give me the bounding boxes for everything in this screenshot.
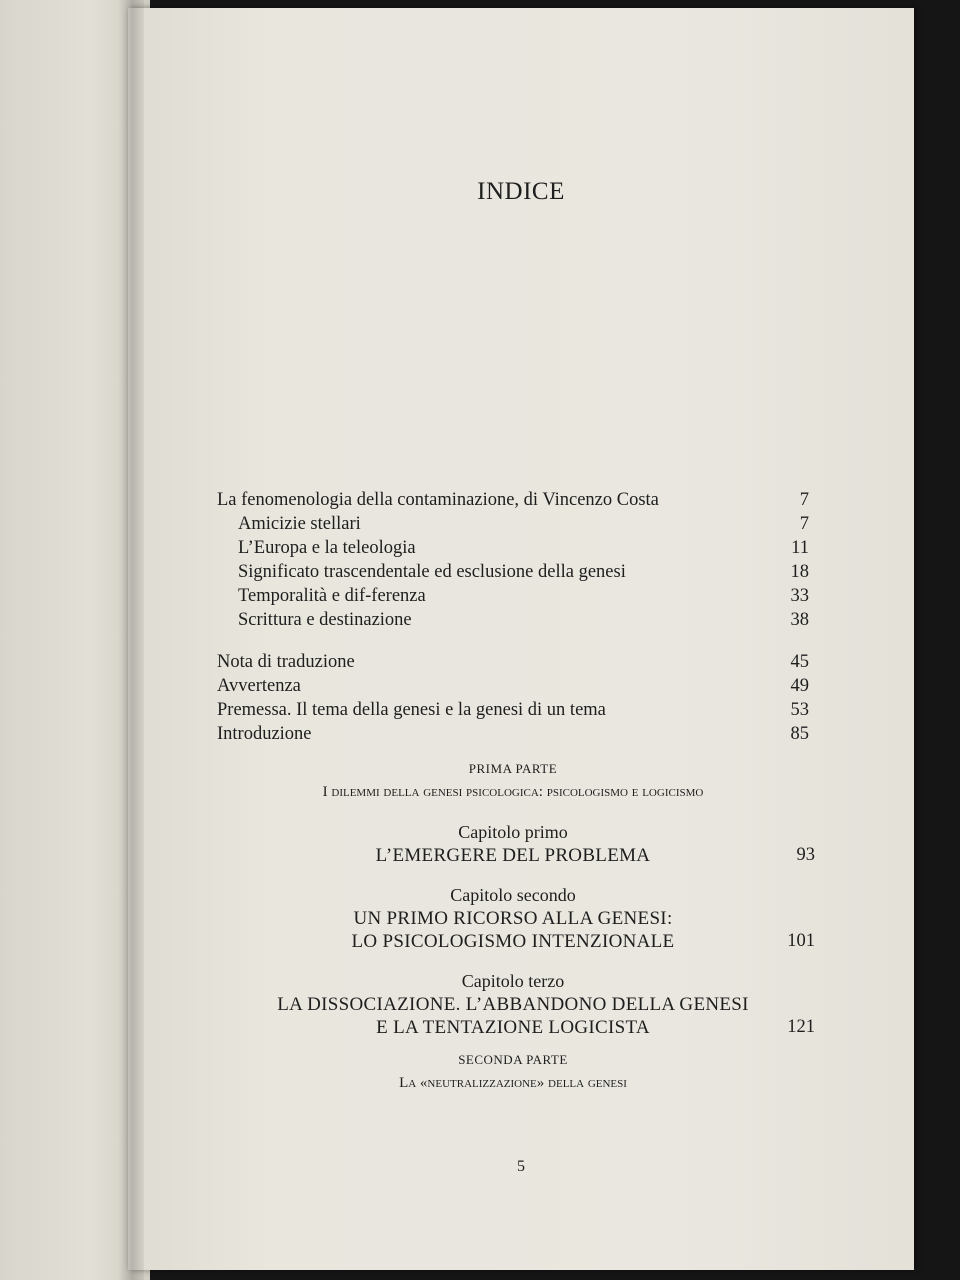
entry-title: Temporalità e dif-ferenza (238, 586, 426, 606)
entry-title: Amicizie stellari (238, 514, 361, 534)
entry-title: Significato trascendentale ed esclusione della genesi (238, 562, 626, 582)
page-title: INDICE (477, 178, 565, 205)
chapter-title-line: L’EMERGERE DEL PROBLEMA (375, 845, 651, 866)
entry-page-number: 85 (790, 724, 809, 744)
toc-subentry (217, 608, 809, 632)
entry-page-number: 49 (790, 676, 809, 696)
chapter-title-line: LO PSICOLOGISMO INTENZIONALE (351, 931, 675, 952)
toc-entry (217, 722, 809, 746)
entry-title: Nota di traduzione (217, 652, 355, 672)
part-one-title: I dilemmi della genesi psicologica: psicologismo e logicismo (322, 784, 704, 800)
chapter-title-line: E LA TENTAZIONE LOGICISTA (376, 1017, 650, 1038)
entry-title: La fenomenologia della contaminazione, di Vincenzo Costa (217, 490, 659, 510)
entry-title: Avvertenza (217, 676, 301, 696)
toc-subentry (217, 512, 809, 536)
part-two-title: La «neutralizzazione» della genesi (399, 1075, 627, 1091)
entry-page-number: 7 (799, 514, 809, 534)
part-one-label: PRIMA PARTE (468, 761, 558, 776)
chapter-entry (217, 820, 815, 867)
front-matter-list (217, 488, 809, 632)
entry-page-number: 45 (790, 652, 809, 672)
entry-page-number: 38 (790, 610, 809, 630)
chapter-title-line: LA DISSOCIAZIONE. L’ABBANDONO DELLA GENESI (277, 994, 749, 1015)
chapter-label: Capitolo secondo (450, 885, 576, 905)
toc-subentry (217, 560, 809, 584)
table-of-contents (217, 488, 815, 1095)
toc-entry (217, 674, 809, 698)
entry-title: Introduzione (217, 724, 312, 744)
book-page (128, 8, 914, 1270)
entry-title: Premessa. Il tema della genesi e la genesi di un tema (217, 700, 606, 720)
chapter-entry (217, 883, 815, 953)
entry-title: Scrittura e destinazione (238, 610, 412, 630)
toc-subentry (217, 536, 809, 560)
entry-page-number: 53 (790, 700, 809, 720)
chapter-page-number: 93 (796, 845, 815, 865)
entry-page-number: 7 (799, 490, 809, 510)
entry-title: L’Europa e la teleologia (238, 538, 416, 558)
chapter-page-number: 101 (787, 931, 815, 951)
toc-entry (217, 488, 809, 512)
book-gutter (118, 0, 144, 1280)
chapter-label: Capitolo primo (458, 822, 568, 842)
chapter-title-line: UN PRIMO RICORSO ALLA GENESI: (353, 908, 673, 929)
entry-page-number: 33 (790, 586, 809, 606)
chapter-page-number: 121 (787, 1017, 815, 1037)
part-two-label: SECONDA PARTE (458, 1052, 568, 1067)
chapter-label: Capitolo terzo (461, 971, 565, 991)
toc-entry (217, 650, 809, 674)
chapter-entry (217, 969, 815, 1039)
page-number: 5 (517, 1158, 525, 1175)
main-entries-list (217, 650, 809, 746)
chapter-list (217, 820, 815, 1039)
toc-entry (217, 698, 809, 722)
entry-page-number: 18 (790, 562, 809, 582)
entry-page-number: 11 (791, 538, 809, 558)
toc-subentry (217, 584, 809, 608)
